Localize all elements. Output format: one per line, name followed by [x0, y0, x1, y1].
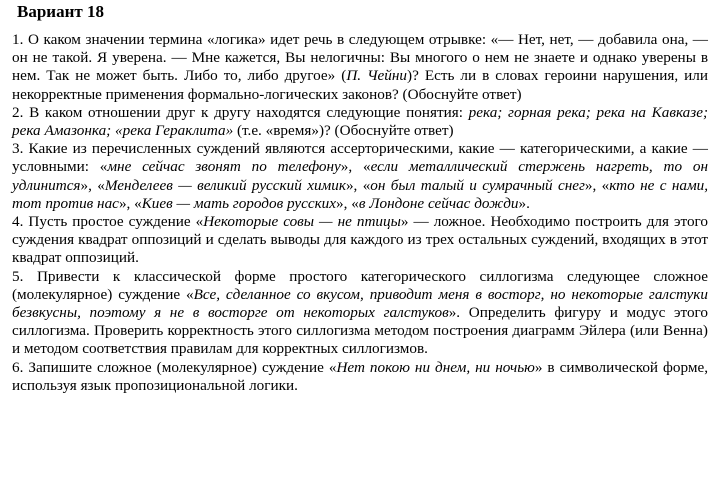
question-text: » — ложное. Необходимо построить для этого суждения квадрат оппозиций и сделать выводы для каждого из трех остальных суждений, входящих в этот квадрат оппозиций.: [12, 213, 708, 267]
question-emphasis: в Лондоне сейчас дожди: [358, 194, 519, 212]
question-text: (т.е. «время»)? (Обоснуйте ответ): [233, 122, 454, 140]
question-5: [12, 268, 708, 359]
question-text: )? Есть ли в словах героини нарушения, или некорректные применения формально-логических законов? (Обоснуйте ответ): [12, 67, 709, 103]
question-emphasis: мне сейчас звонят по телефону: [107, 158, 341, 176]
question-text: », «: [336, 194, 359, 212]
question-text: 4. Пусть простое суждение «: [12, 213, 204, 231]
question-list: [12, 31, 708, 395]
question-emphasis: кто не с нами, тот против нас: [12, 176, 709, 212]
question-emphasis: Киев — мать городов русских: [141, 194, 337, 212]
question-1: [12, 31, 708, 104]
question-text: », «: [584, 176, 610, 194]
question-emphasis: Некоторые совы — не птицы: [203, 213, 401, 231]
question-emphasis: если металлический стержень нагреть, то он удлинится: [12, 158, 709, 194]
variant-title: Вариант 18: [17, 2, 104, 21]
question-3: [12, 140, 708, 213]
question-text: », «: [118, 194, 142, 212]
question-emphasis: Нет покою ни днем, ни ночью: [336, 358, 535, 376]
question-emphasis: река; горная река; река на Кавказе; река Амазонка; «река Гераклита»: [12, 103, 708, 140]
question-text: 1. О каком значении термина «логика» идет речь в следующем отрывке: «— Нет, нет, — добавила она, — он не такой. Я уверена. — Мне кажется, Вы нелогичны: Вы многого о нем не знаете и однако уверены в нем. Так не может быть. Либо то, либо другое» (: [12, 31, 708, 85]
question-text: ».: [518, 194, 530, 212]
question-text: 5. Привести к классической форме простого категорического силлогизма следующее сложное (молекулярное) суждение «: [12, 267, 708, 303]
question-text: ». Определить фигуру и модус этого силлогизма. Проверить корректность этого силлогизма методом построения диаграмм Эйлера (или Венна) и методом соответствия правилам для корректных силлогизмов.: [12, 304, 708, 358]
question-emphasis: П. Чейни: [346, 67, 408, 85]
question-4: [12, 213, 708, 268]
question-2: [12, 104, 708, 140]
question-text: 6. Запишите сложное (молекулярное) суждение «: [12, 358, 337, 376]
question-6: [12, 359, 708, 395]
question-emphasis: он был талый и сумрачный снег: [370, 176, 585, 194]
question-text: », «: [345, 176, 371, 194]
question-text: » в символической форме, используя язык пропозициональной логики.: [12, 358, 708, 394]
question-text: 2. В каком отношении друг к другу находятся следующие понятия:: [12, 103, 469, 121]
question-text: », «: [80, 176, 105, 194]
question-emphasis: Все, сделанное со вкусом, приводит меня в восторг, но некоторые галстуки безвкусны, поэтому я не в восторге от некоторых галстуков: [12, 285, 709, 322]
question-text: 3. Какие из перечисленных суждений являются ассерторическими, какие — категорическими, а какие — условными: «: [12, 140, 708, 176]
question-emphasis: Менделеев — великий русский химик: [104, 176, 346, 194]
question-text: », «: [340, 158, 371, 176]
